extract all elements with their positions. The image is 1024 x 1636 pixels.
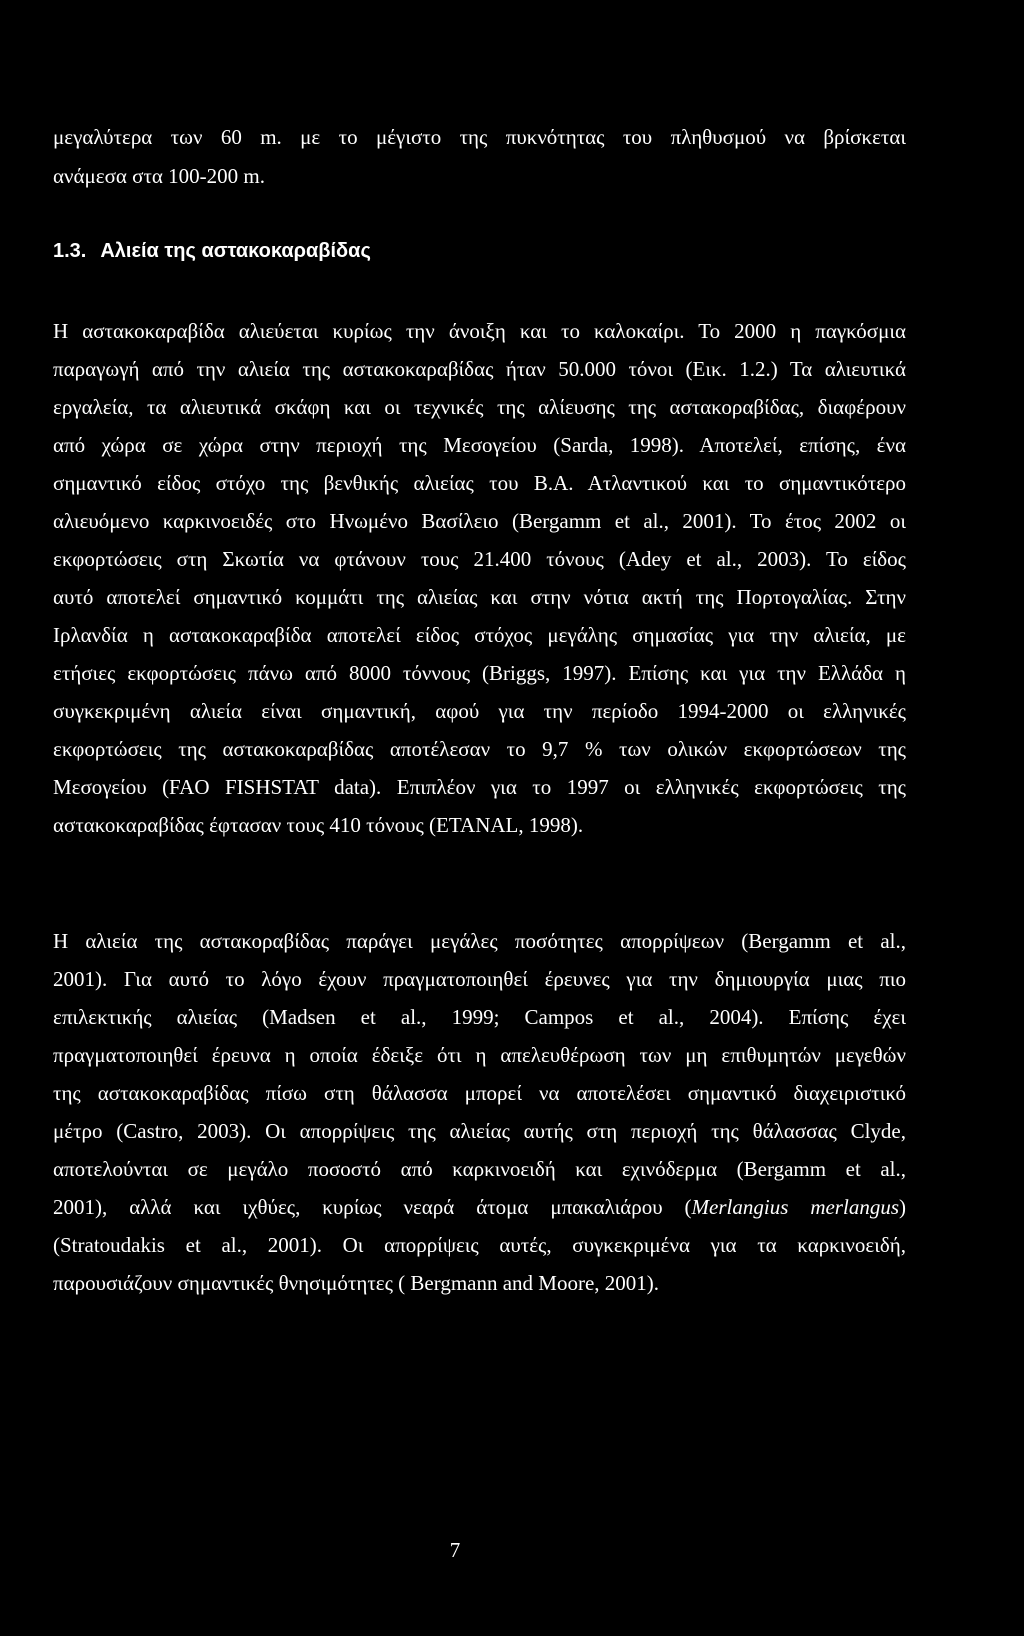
text-line: αυτό αποτελεί σημαντικό κομμάτι της αλιείας και στην νότια ακτή της Πορτογαλίας. Στην — [53, 585, 906, 609]
text-line: εργαλεία, τα αλιευτικά σκάφη και οι τεχνικές της αλίευσης της αστακοραβίδας, διαφέρουν — [53, 395, 906, 419]
text-line: Ιρλανδία η αστακοκαραβίδα αποτελεί είδος στόχος μεγάλης σημασίας για την αλιεία, με — [53, 623, 906, 647]
text-line: εκφορτώσεις της αστακοκαραβίδας αποτέλεσαν το 9,7 % των ολικών εκφορτώσεων της — [53, 737, 906, 761]
intro-line: μεγαλύτερα των 60 m. με το μέγιστο της πυκνότητας του πληθυσμού να βρίσκεται — [53, 125, 906, 149]
intro-line: ανάμεσα στα 100-200 m. — [53, 164, 265, 188]
text-line: πραγματοποιηθεί έρευνα η οποία έδειξε ότι η απελευθέρωση των μη επιθυμητών μεγεθών — [53, 1043, 906, 1067]
text-segment: 2001), αλλά και ιχθύες, κυρίως νεαρά άτομα μπακαλιάρου ( — [53, 1195, 692, 1219]
text-line: ετήσιες εκφορτώσεις πάνω από 8000 τόννους (Briggs, 1997). Επίσης και για την Ελλάδα η — [53, 661, 906, 685]
text-line: Μεσογείου (FAO FISHSTAT data). Επιπλέον για το 1997 οι ελληνικές εκφορτώσεις της — [53, 775, 906, 799]
text-line: της αστακοκαραβίδας πίσω στη θάλασσα μπορεί να αποτελέσει σημαντικό διαχειριστικό — [53, 1081, 906, 1105]
text-line: 2001). Για αυτό το λόγο έχουν πραγματοποιηθεί έρευνες για την δημιουργία μιας πιο — [53, 967, 906, 991]
section-title: Αλιεία της αστακοκαραβίδας — [100, 240, 371, 262]
text-line: εκφορτώσεις στη Σκωτία να φτάνουν τους 21.400 τόνους (Adey et al., 2003). Το είδος — [53, 547, 906, 571]
text-line: Η αστακοκαραβίδα αλιεύεται κυρίως την άνοιξη και το καλοκαίρι. Το 2000 η παγκόσμια — [53, 319, 906, 343]
text-line: παρουσιάζουν σημαντικές θνησιμότητες ( Bergmann and Moore, 2001). — [53, 1271, 660, 1295]
section-number: 1.3. — [53, 240, 87, 262]
text-segment: ) — [899, 1195, 906, 1219]
text-line: παραγωγή από την αλιεία της αστακοκαραβίδας ήταν 50.000 τόνοι (Εικ. 1.2.) Τα αλιευτικά — [53, 357, 906, 381]
text-line: αστακοκαραβίδας έφτασαν τους 410 τόνους (ETANAL, 1998). — [53, 813, 584, 837]
text-line: (Stratoudakis et al., 2001). Οι απορρίψεις αυτές, συγκεκριμένα για τα καρκινοειδή, — [53, 1233, 906, 1257]
text-line: συγκεκριμένη αλιεία είναι σημαντική, αφού για την περίοδο 1994-2000 οι ελληνικές — [53, 699, 906, 723]
text-line: μέτρο (Castro, 2003). Οι απορρίψεις της αλιείας αυτής στη περιοχή της θάλασσας Clyde, — [53, 1119, 906, 1143]
species-name: Merlangius merlangus — [691, 1195, 899, 1219]
text-line: επιλεκτικής αλιείας (Madsen et al., 1999; Campos et al., 2004). Επίσης έχει — [53, 1005, 906, 1029]
text-line: αποτελούνται σε μεγάλο ποσοστό από καρκινοειδή και εχινόδερμα (Bergamm et al., — [53, 1157, 906, 1181]
text-line: Η αλιεία της αστακοραβίδας παράγει μεγάλες ποσότητες απορρίψεων (Bergamm et al., — [53, 929, 906, 953]
section-heading — [53, 238, 371, 264]
text-line: από χώρα σε χώρα στην περιοχή της Μεσογείου (Sarda, 1998). Αποτελεί, επίσης, ένα — [53, 433, 906, 457]
text-line: σημαντικό είδος στόχο της βενθικής αλιείας του Β.Α. Ατλαντικού και το σημαντικότερο — [53, 471, 906, 495]
page-number: 7 — [449, 1538, 461, 1562]
text-line-with-italic — [53, 1194, 906, 1220]
text-line: αλιευόμενο καρκινοειδές στο Ηνωμένο Βασίλειο (Bergamm et al., 2001). Το έτος 2002 οι — [53, 509, 906, 533]
